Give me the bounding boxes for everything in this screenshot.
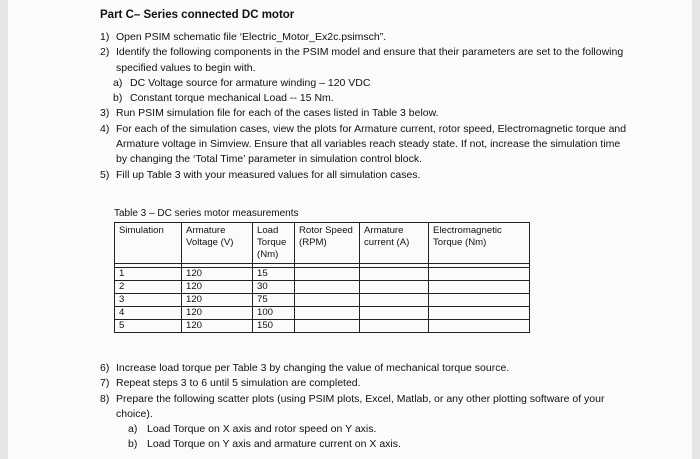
cell-simulation: 3 xyxy=(115,294,182,307)
header-armature-current: Armature current (A) xyxy=(360,223,429,264)
left-page-edge xyxy=(0,0,8,459)
right-page-edge xyxy=(692,0,700,459)
item-text: Fill up Table 3 with your measured values for all simulation cases. xyxy=(116,168,421,181)
item-number: 4) xyxy=(100,122,110,135)
sub-item-label: a) xyxy=(128,423,138,436)
header-armature-voltage: Armature Voltage (V) xyxy=(182,223,253,264)
section-heading: Part C– Series connected DC motor xyxy=(100,9,295,21)
list-item xyxy=(100,392,636,423)
document-page xyxy=(8,0,692,459)
cell-rotor-speed[interactable] xyxy=(295,320,360,333)
cell-em-torque[interactable] xyxy=(429,294,530,307)
item-text: Identify the following components in the PSIM model and ensure that their parameters are set to the following specified values to begin with. xyxy=(116,46,624,74)
measurements-table xyxy=(114,222,530,333)
cell-simulation: 5 xyxy=(115,320,182,333)
header-em-torque: Electromagnetic Torque (Nm) xyxy=(429,223,530,264)
item-number: 5) xyxy=(100,168,110,181)
table-row xyxy=(115,294,530,307)
item-number: 2) xyxy=(100,46,110,59)
followup-instructions-list xyxy=(100,361,636,453)
item-text: Prepare the following scatter plots (using PSIM plots, Excel, Matlab, or any other plotting software of your choice). xyxy=(116,392,605,420)
item-text: Run PSIM simulation file for each of the cases listed in Table 3 below. xyxy=(116,107,439,120)
cell-rotor-speed[interactable] xyxy=(295,268,360,281)
header-load-torque: Load Torque (Nm) xyxy=(253,223,295,264)
cell-simulation: 2 xyxy=(115,281,182,294)
item-text: For each of the simulation cases, view the plots for Armature current, rotor speed, Electromagnetic torque and Armature voltage in Simview. Ensure that all variables reach steady state. If not, increase the simulation time by changing the ‘Total Time’ parameter in simulation control block. xyxy=(116,122,627,166)
list-item xyxy=(100,30,628,45)
cell-load-torque: 15 xyxy=(253,268,295,281)
sub-item-label: b) xyxy=(128,438,138,451)
sub-item-label: a) xyxy=(113,76,123,89)
item-number: 8) xyxy=(100,392,110,405)
table-row xyxy=(115,320,530,333)
header-rotor-speed: Rotor Speed (RPM) xyxy=(295,223,360,264)
item-number: 1) xyxy=(100,31,110,43)
cell-rotor-speed[interactable] xyxy=(295,281,360,294)
table-row xyxy=(115,307,530,320)
list-item xyxy=(100,361,636,376)
cell-armature-voltage: 120 xyxy=(182,294,253,307)
cell-em-torque[interactable] xyxy=(429,281,530,294)
cell-armature-voltage: 120 xyxy=(182,320,253,333)
header-simulation: Simulation xyxy=(115,223,182,264)
table-row xyxy=(115,281,530,294)
sub-item-text: DC Voltage source for armature winding – 120 VDC xyxy=(130,76,371,89)
cell-rotor-speed[interactable] xyxy=(295,294,360,307)
item-number: 3) xyxy=(100,107,110,120)
item-text: Open PSIM schematic file ‘Electric_Motor_Ex2c.psimsch”. xyxy=(116,31,387,43)
cell-armature-voltage: 120 xyxy=(182,268,253,281)
sub-item-text: Load Torque on Y axis and armature current on X axis. xyxy=(147,438,401,451)
sub-item-text: Constant torque mechanical Load -- 15 Nm. xyxy=(130,92,334,105)
cell-armature-current[interactable] xyxy=(360,320,429,333)
list-item xyxy=(100,45,628,76)
sub-item xyxy=(100,437,636,452)
cell-armature-voltage: 120 xyxy=(182,307,253,320)
sub-item xyxy=(100,91,628,106)
sub-item xyxy=(100,422,636,437)
cell-armature-current[interactable] xyxy=(360,281,429,294)
list-item xyxy=(100,106,628,121)
item-number: 6) xyxy=(100,362,110,374)
sub-item-text: Load Torque on X axis and rotor speed on Y axis. xyxy=(147,423,377,436)
item-number: 7) xyxy=(100,377,110,390)
cell-armature-current[interactable] xyxy=(360,294,429,307)
cell-armature-voltage: 120 xyxy=(182,281,253,294)
cell-em-torque[interactable] xyxy=(429,320,530,333)
table-caption: Table 3 – DC series motor measurements xyxy=(114,208,299,219)
cell-armature-current[interactable] xyxy=(360,268,429,281)
cell-armature-current[interactable] xyxy=(360,307,429,320)
cell-rotor-speed[interactable] xyxy=(295,307,360,320)
list-item xyxy=(100,168,628,183)
list-item xyxy=(100,376,636,391)
sub-item-label: b) xyxy=(113,92,123,105)
cell-em-torque[interactable] xyxy=(429,307,530,320)
cell-load-torque: 100 xyxy=(253,307,295,320)
instructions-list xyxy=(100,30,628,183)
cell-load-torque: 75 xyxy=(253,294,295,307)
sub-item xyxy=(100,76,628,91)
table-header-row xyxy=(115,223,530,264)
list-item xyxy=(100,122,628,168)
item-text: Increase load torque per Table 3 by changing the value of mechanical torque source. xyxy=(116,362,510,374)
cell-load-torque: 150 xyxy=(253,320,295,333)
table-row xyxy=(115,268,530,281)
cell-simulation: 4 xyxy=(115,307,182,320)
cell-em-torque[interactable] xyxy=(429,268,530,281)
cell-load-torque: 30 xyxy=(253,281,295,294)
item-text: Repeat steps 3 to 6 until 5 simulation are completed. xyxy=(116,377,361,390)
cell-simulation: 1 xyxy=(115,268,182,281)
